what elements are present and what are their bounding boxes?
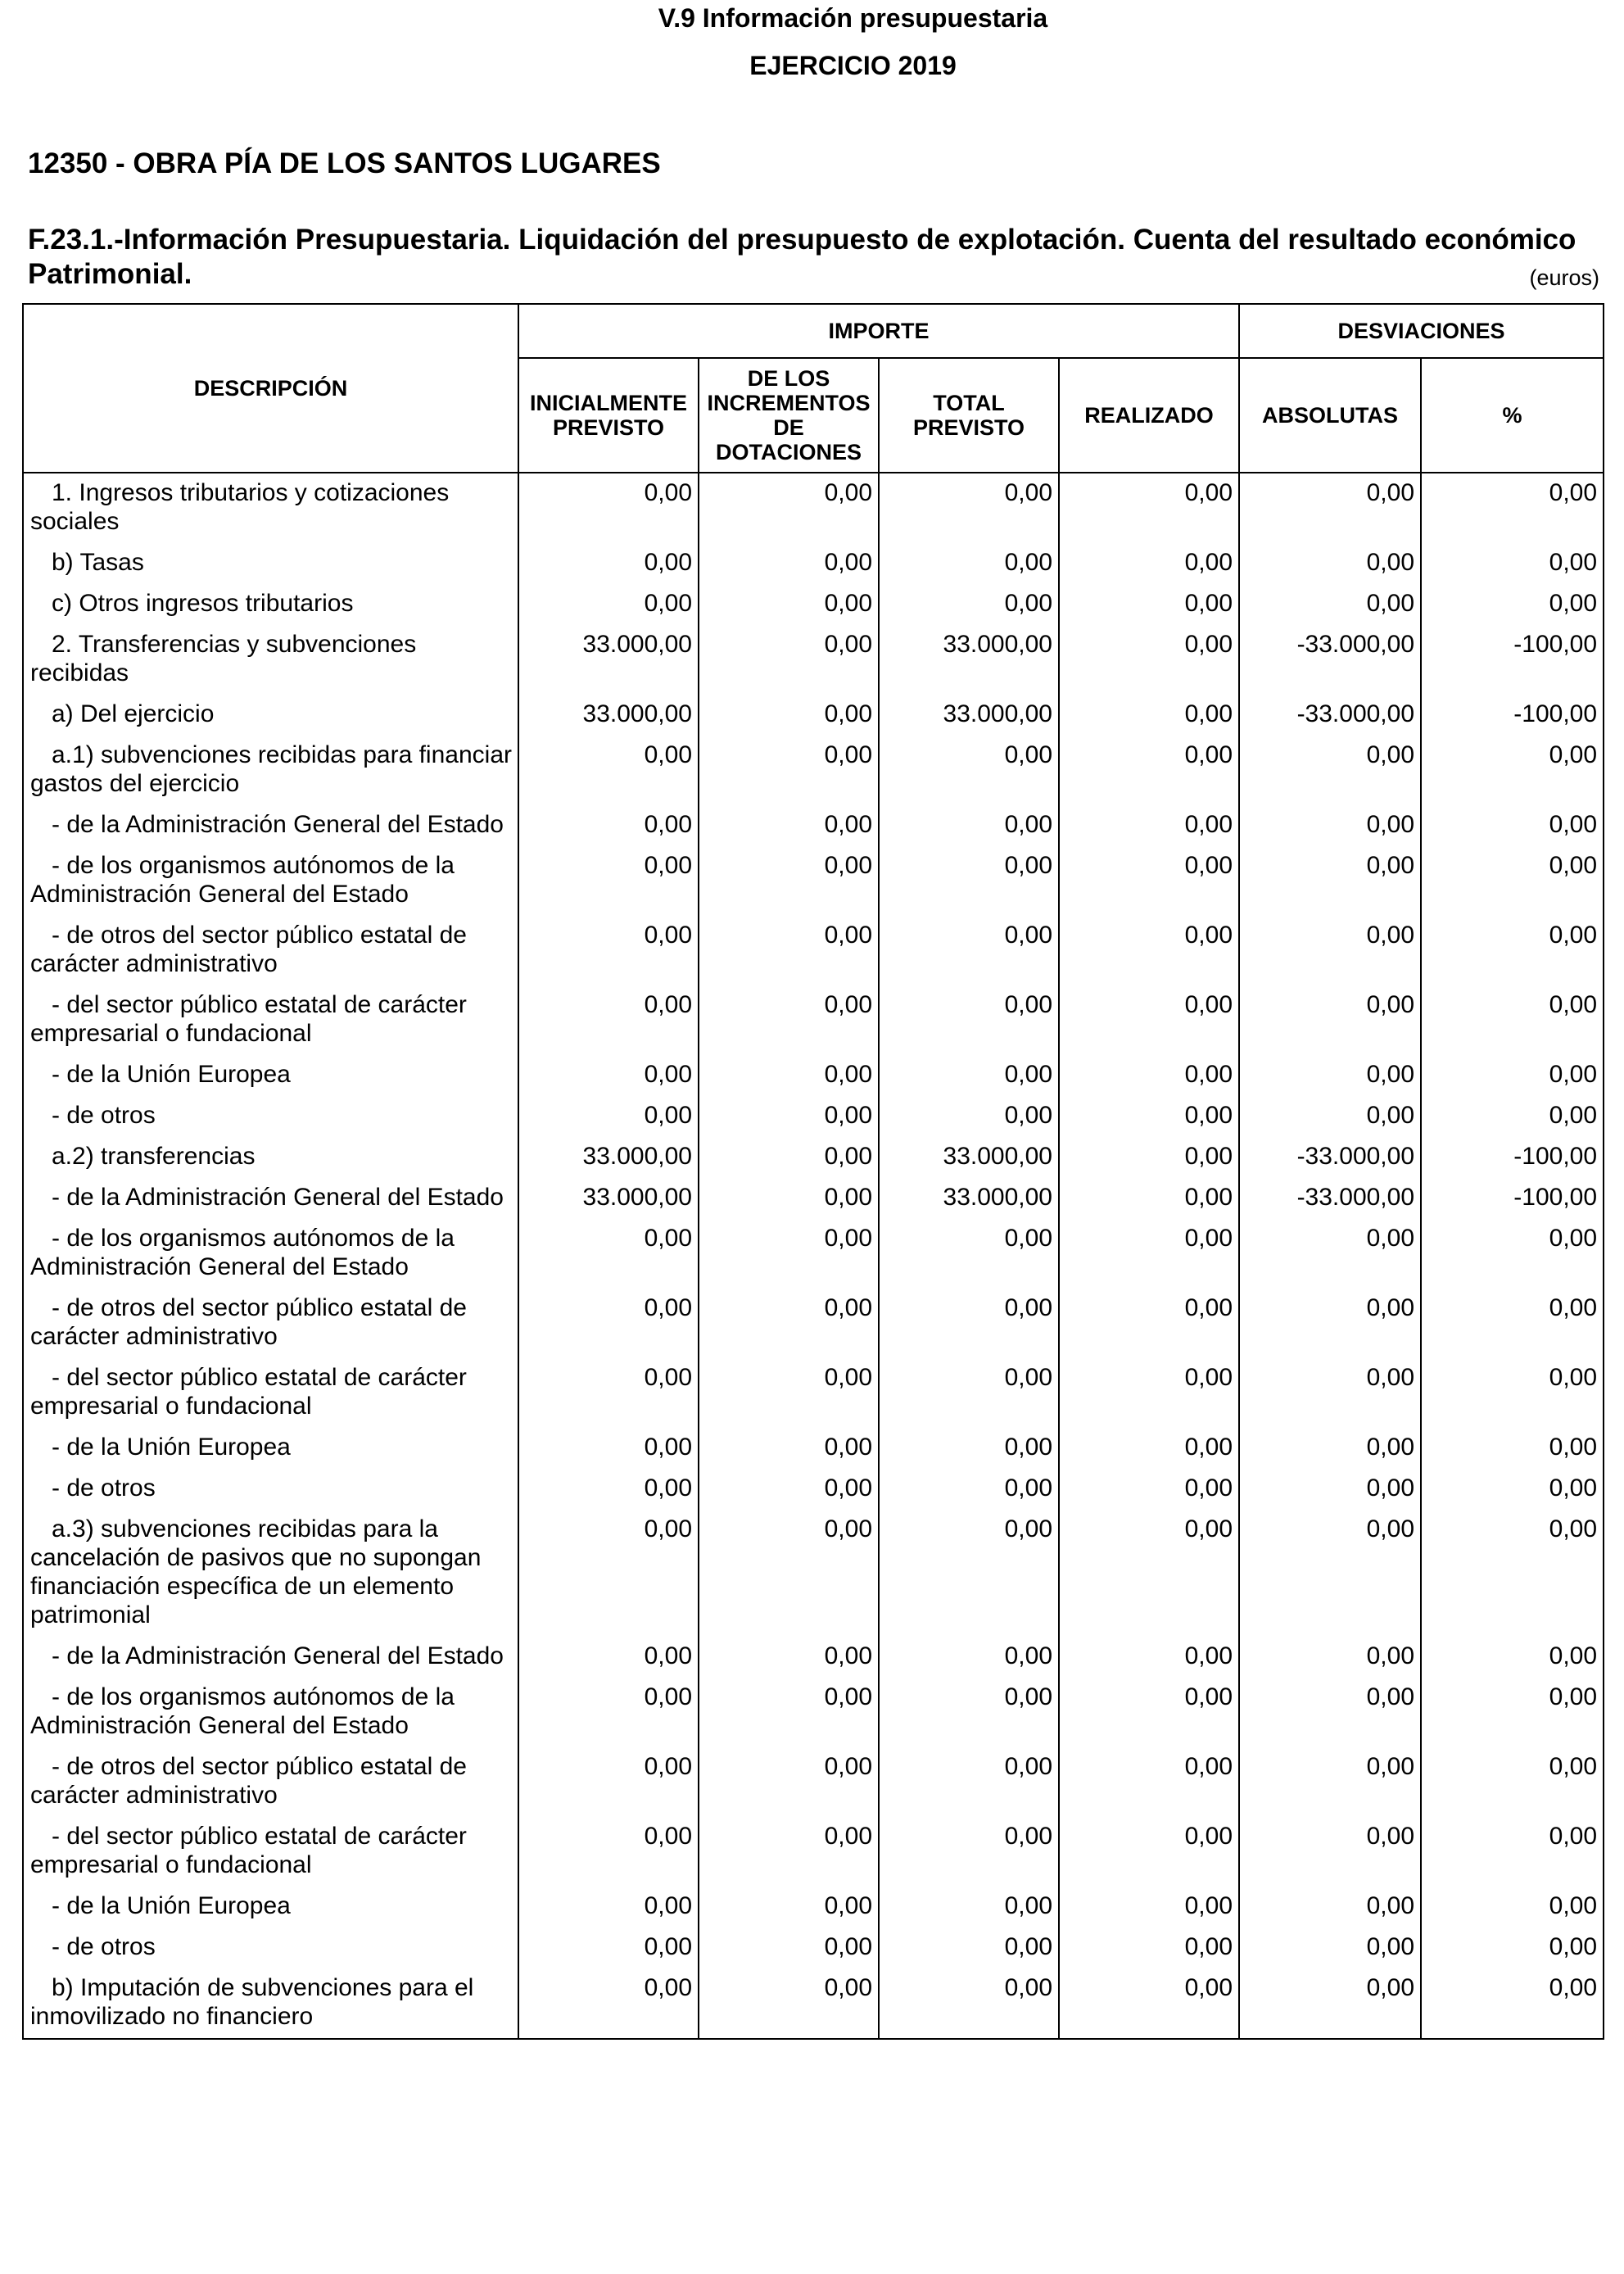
cell-realizado: 0,00 (1059, 1358, 1239, 1428)
cell-incrementos-dotaciones: 0,00 (699, 985, 879, 1055)
row-description (23, 1219, 518, 1289)
cell-incrementos-dotaciones: 0,00 (699, 1678, 879, 1747)
table-row (23, 1055, 1604, 1096)
cell-realizado: 0,00 (1059, 1968, 1239, 2039)
row-description (23, 846, 518, 916)
cell-realizado: 0,00 (1059, 846, 1239, 916)
cell-inicialmente-previsto: 0,00 (518, 473, 699, 543)
cell-desviacion-absoluta: 0,00 (1239, 1358, 1421, 1428)
cell-inicialmente-previsto: 0,00 (518, 1510, 699, 1637)
table-row (23, 1289, 1604, 1358)
row-description-text: - de otros del sector público estatal de carácter administrativo (30, 1294, 467, 1350)
row-description-text: - del sector público estatal de carácter empresarial o fundacional (30, 1823, 467, 1878)
cell-desviacion-absoluta: 0,00 (1239, 916, 1421, 985)
table-row (23, 736, 1604, 805)
col-header-pct: % (1421, 358, 1604, 473)
table-row (23, 1817, 1604, 1887)
cell-desviacion-pct: 0,00 (1421, 1887, 1604, 1927)
table-row (23, 1358, 1604, 1428)
cell-desviacion-pct: 0,00 (1421, 1219, 1604, 1289)
cell-total-previsto: 0,00 (879, 1358, 1059, 1428)
cell-inicialmente-previsto: 0,00 (518, 1747, 699, 1817)
cell-incrementos-dotaciones: 0,00 (699, 1968, 879, 2039)
row-description (23, 1637, 518, 1678)
cell-inicialmente-previsto: 0,00 (518, 985, 699, 1055)
row-description-text: - de otros (52, 1933, 156, 1960)
cell-total-previsto: 33.000,00 (879, 695, 1059, 736)
row-description-text: - de la Administración General del Estado (52, 1184, 504, 1211)
entity-title: 12350 - OBRA PÍA DE LOS SANTOS LUGARES (28, 147, 661, 179)
cell-desviacion-pct: 0,00 (1421, 1096, 1604, 1137)
cell-incrementos-dotaciones: 0,00 (699, 1510, 879, 1637)
cell-desviacion-pct: 0,00 (1421, 846, 1604, 916)
row-description (23, 695, 518, 736)
cell-incrementos-dotaciones: 0,00 (699, 695, 879, 736)
cell-desviacion-absoluta: 0,00 (1239, 1096, 1421, 1137)
cell-desviacion-absoluta: 0,00 (1239, 985, 1421, 1055)
cell-realizado: 0,00 (1059, 916, 1239, 985)
cell-incrementos-dotaciones: 0,00 (699, 543, 879, 584)
cell-total-previsto: 0,00 (879, 1219, 1059, 1289)
cell-desviacion-absoluta: 0,00 (1239, 543, 1421, 584)
cell-total-previsto: 0,00 (879, 1817, 1059, 1887)
cell-inicialmente-previsto: 0,00 (518, 1096, 699, 1137)
table-row (23, 916, 1604, 985)
table-row (23, 1747, 1604, 1817)
row-description (23, 1096, 518, 1137)
row-description (23, 1510, 518, 1637)
row-description (23, 805, 518, 846)
row-description-text: - de los organismos autónomos de la Administración General del Estado (30, 1683, 455, 1739)
cell-realizado: 0,00 (1059, 584, 1239, 625)
cell-total-previsto: 0,00 (879, 805, 1059, 846)
table-row (23, 543, 1604, 584)
cell-desviacion-pct: 0,00 (1421, 1637, 1604, 1678)
cell-total-previsto: 0,00 (879, 1927, 1059, 1968)
row-description (23, 473, 518, 543)
cell-desviacion-absoluta: 0,00 (1239, 1887, 1421, 1927)
group-header-desviaciones: DESVIACIONES (1239, 304, 1604, 358)
cell-incrementos-dotaciones: 0,00 (699, 1637, 879, 1678)
cell-desviacion-absoluta: 0,00 (1239, 1747, 1421, 1817)
cell-inicialmente-previsto: 0,00 (518, 1887, 699, 1927)
table-row (23, 1096, 1604, 1137)
table-row (23, 584, 1604, 625)
cell-desviacion-pct: 0,00 (1421, 1927, 1604, 1968)
row-description (23, 916, 518, 985)
cell-incrementos-dotaciones: 0,00 (699, 584, 879, 625)
row-description-text: c) Otros ingresos tributarios (52, 590, 354, 617)
cell-inicialmente-previsto: 0,00 (518, 1469, 699, 1510)
cell-incrementos-dotaciones: 0,00 (699, 1887, 879, 1927)
cell-incrementos-dotaciones: 0,00 (699, 1747, 879, 1817)
cell-desviacion-pct: 0,00 (1421, 1469, 1604, 1510)
row-description-text: - de la Administración General del Estado (52, 1642, 504, 1669)
cell-desviacion-absoluta: -33.000,00 (1239, 1178, 1421, 1219)
cell-realizado: 0,00 (1059, 543, 1239, 584)
cell-desviacion-pct: 0,00 (1421, 1747, 1604, 1817)
cell-desviacion-absoluta: 0,00 (1239, 1510, 1421, 1637)
cell-incrementos-dotaciones: 0,00 (699, 1358, 879, 1428)
cell-desviacion-absoluta: -33.000,00 (1239, 625, 1421, 695)
table-row (23, 1678, 1604, 1747)
table-row (23, 1428, 1604, 1469)
row-description (23, 1817, 518, 1887)
cell-incrementos-dotaciones: 0,00 (699, 1178, 879, 1219)
row-description-text: - del sector público estatal de carácter empresarial o fundacional (30, 1364, 467, 1420)
row-description-text: - de otros (52, 1102, 156, 1129)
cell-inicialmente-previsto: 0,00 (518, 805, 699, 846)
cell-total-previsto: 33.000,00 (879, 625, 1059, 695)
row-description-text: - de otros del sector público estatal de carácter administrativo (30, 1753, 467, 1809)
row-description-text: - de la Administración General del Estado (52, 811, 504, 838)
row-description-text: b) Tasas (52, 549, 144, 576)
cell-total-previsto: 0,00 (879, 1887, 1059, 1927)
cell-desviacion-pct: 0,00 (1421, 1968, 1604, 2039)
cell-desviacion-pct: 0,00 (1421, 736, 1604, 805)
cell-inicialmente-previsto: 33.000,00 (518, 1178, 699, 1219)
row-description-text: - de los organismos autónomos de la Administración General del Estado (30, 1225, 455, 1280)
cell-desviacion-pct: 0,00 (1421, 1510, 1604, 1637)
cell-desviacion-absoluta: 0,00 (1239, 1219, 1421, 1289)
col-header-realizado: REALIZADO (1059, 358, 1239, 473)
cell-realizado: 0,00 (1059, 1096, 1239, 1137)
cell-desviacion-absoluta: -33.000,00 (1239, 695, 1421, 736)
cell-total-previsto: 0,00 (879, 1428, 1059, 1469)
row-description (23, 1358, 518, 1428)
row-description-text: a.3) subvenciones recibidas para la cancelación de pasivos que no supongan financiación específica de un elemento patrimonial (30, 1515, 482, 1628)
table-row (23, 1887, 1604, 1927)
cell-desviacion-pct: -100,00 (1421, 625, 1604, 695)
cell-incrementos-dotaciones: 0,00 (699, 625, 879, 695)
table-row (23, 1510, 1604, 1637)
cell-desviacion-absoluta: 0,00 (1239, 1055, 1421, 1096)
cell-realizado: 0,00 (1059, 1747, 1239, 1817)
cell-desviacion-absoluta: 0,00 (1239, 805, 1421, 846)
table-row (23, 1469, 1604, 1510)
row-description (23, 1678, 518, 1747)
cell-realizado: 0,00 (1059, 1510, 1239, 1637)
cell-desviacion-absoluta: 0,00 (1239, 1678, 1421, 1747)
cell-incrementos-dotaciones: 0,00 (699, 1289, 879, 1358)
cell-total-previsto: 0,00 (879, 1637, 1059, 1678)
cell-inicialmente-previsto: 0,00 (518, 916, 699, 985)
cell-total-previsto: 0,00 (879, 916, 1059, 985)
cell-desviacion-absoluta: 0,00 (1239, 1469, 1421, 1510)
cell-realizado: 0,00 (1059, 805, 1239, 846)
cell-total-previsto: 0,00 (879, 473, 1059, 543)
row-description (23, 1968, 518, 2039)
row-description (23, 1137, 518, 1178)
row-description (23, 1927, 518, 1968)
cell-inicialmente-previsto: 0,00 (518, 543, 699, 584)
table-row (23, 1178, 1604, 1219)
table-row (23, 985, 1604, 1055)
cell-desviacion-pct: 0,00 (1421, 1817, 1604, 1887)
cell-realizado: 0,00 (1059, 473, 1239, 543)
cell-realizado: 0,00 (1059, 625, 1239, 695)
col-header-incrementos: DE LOS INCREMENTOS DE DOTACIONES (699, 358, 879, 473)
cell-inicialmente-previsto: 0,00 (518, 1055, 699, 1096)
cell-desviacion-absoluta: -33.000,00 (1239, 1137, 1421, 1178)
cell-desviacion-pct: 0,00 (1421, 1678, 1604, 1747)
cell-desviacion-pct: 0,00 (1421, 1055, 1604, 1096)
cell-inicialmente-previsto: 0,00 (518, 1927, 699, 1968)
row-description (23, 985, 518, 1055)
table-row (23, 846, 1604, 916)
section-title: V.9 Información presupuestaria (658, 3, 1048, 33)
row-description (23, 1289, 518, 1358)
cell-desviacion-pct: -100,00 (1421, 1178, 1604, 1219)
group-header-importe: IMPORTE (518, 304, 1239, 358)
cell-inicialmente-previsto: 0,00 (518, 1219, 699, 1289)
row-description (23, 584, 518, 625)
row-description-text: - de otros (52, 1474, 156, 1502)
cell-total-previsto: 0,00 (879, 846, 1059, 916)
cell-incrementos-dotaciones: 0,00 (699, 1428, 879, 1469)
row-description-text: a) Del ejercicio (52, 700, 215, 727)
row-description-text: 1. Ingresos tributarios y cotizaciones sociales (30, 479, 450, 535)
cell-incrementos-dotaciones: 0,00 (699, 846, 879, 916)
cell-desviacion-absoluta: 0,00 (1239, 846, 1421, 916)
cell-incrementos-dotaciones: 0,00 (699, 916, 879, 985)
row-description-text: - de otros del sector público estatal de carácter administrativo (30, 922, 467, 977)
cell-incrementos-dotaciones: 0,00 (699, 1055, 879, 1096)
row-description-text: 2. Transferencias y subvenciones recibidas (30, 631, 417, 686)
table-row (23, 695, 1604, 736)
cell-inicialmente-previsto: 0,00 (518, 736, 699, 805)
row-description-text: - de los organismos autónomos de la Administración General del Estado (30, 852, 455, 908)
col-header-inicialmente: INICIALMENTE PREVISTO (518, 358, 699, 473)
cell-incrementos-dotaciones: 0,00 (699, 1137, 879, 1178)
cell-inicialmente-previsto: 0,00 (518, 1678, 699, 1747)
table-row (23, 1637, 1604, 1678)
cell-incrementos-dotaciones: 0,00 (699, 805, 879, 846)
cell-total-previsto: 0,00 (879, 543, 1059, 584)
cell-inicialmente-previsto: 33.000,00 (518, 695, 699, 736)
cell-desviacion-pct: 0,00 (1421, 1428, 1604, 1469)
cell-desviacion-pct: 0,00 (1421, 473, 1604, 543)
cell-inicialmente-previsto: 0,00 (518, 1968, 699, 2039)
cell-realizado: 0,00 (1059, 1927, 1239, 1968)
cell-inicialmente-previsto: 33.000,00 (518, 625, 699, 695)
cell-realizado: 0,00 (1059, 1469, 1239, 1510)
cell-total-previsto: 0,00 (879, 1510, 1059, 1637)
col-header-absolutas: ABSOLUTAS (1239, 358, 1421, 473)
cell-desviacion-pct: -100,00 (1421, 695, 1604, 736)
cell-total-previsto: 0,00 (879, 985, 1059, 1055)
row-description-text: b) Imputación de subvenciones para el inmovilizado no financiero (30, 1974, 474, 2030)
row-description (23, 1178, 518, 1219)
cell-desviacion-absoluta: 0,00 (1239, 1289, 1421, 1358)
cell-inicialmente-previsto: 0,00 (518, 1817, 699, 1887)
cell-desviacion-absoluta: 0,00 (1239, 473, 1421, 543)
cell-realizado: 0,00 (1059, 1289, 1239, 1358)
table-row (23, 1927, 1604, 1968)
row-description (23, 1055, 518, 1096)
col-header-total: TOTAL PREVISTO (879, 358, 1059, 473)
row-description-text: - del sector público estatal de carácter empresarial o fundacional (30, 991, 467, 1047)
row-description-text: - de la Unión Europea (52, 1434, 291, 1461)
row-description-text: a.2) transferencias (52, 1143, 256, 1170)
cell-desviacion-pct: -100,00 (1421, 1137, 1604, 1178)
table-row (23, 1219, 1604, 1289)
units-label: (euros) (1529, 265, 1599, 290)
cell-inicialmente-previsto: 0,00 (518, 584, 699, 625)
table-row (23, 1968, 1604, 2039)
cell-incrementos-dotaciones: 0,00 (699, 1096, 879, 1137)
row-description (23, 1747, 518, 1817)
row-description (23, 1887, 518, 1927)
cell-desviacion-absoluta: 0,00 (1239, 1428, 1421, 1469)
row-description (23, 1428, 518, 1469)
cell-desviacion-absoluta: 0,00 (1239, 1637, 1421, 1678)
cell-realizado: 0,00 (1059, 1055, 1239, 1096)
cell-incrementos-dotaciones: 0,00 (699, 1469, 879, 1510)
cell-realizado: 0,00 (1059, 1887, 1239, 1927)
cell-incrementos-dotaciones: 0,00 (699, 1927, 879, 1968)
cell-total-previsto: 0,00 (879, 1096, 1059, 1137)
cell-desviacion-pct: 0,00 (1421, 584, 1604, 625)
cell-realizado: 0,00 (1059, 1428, 1239, 1469)
fiscal-year: EJERCICIO 2019 (749, 51, 957, 80)
table-row (23, 1137, 1604, 1178)
cell-incrementos-dotaciones: 0,00 (699, 473, 879, 543)
cell-total-previsto: 0,00 (879, 736, 1059, 805)
row-description (23, 543, 518, 584)
cell-realizado: 0,00 (1059, 1137, 1239, 1178)
cell-incrementos-dotaciones: 0,00 (699, 1219, 879, 1289)
cell-total-previsto: 0,00 (879, 1968, 1059, 2039)
row-description (23, 625, 518, 695)
cell-incrementos-dotaciones: 0,00 (699, 736, 879, 805)
cell-desviacion-absoluta: 0,00 (1239, 584, 1421, 625)
table-row (23, 805, 1604, 846)
cell-realizado: 0,00 (1059, 1219, 1239, 1289)
cell-realizado: 0,00 (1059, 985, 1239, 1055)
cell-desviacion-pct: 0,00 (1421, 543, 1604, 584)
cell-total-previsto: 0,00 (879, 1469, 1059, 1510)
cell-desviacion-absoluta: 0,00 (1239, 1927, 1421, 1968)
cell-inicialmente-previsto: 0,00 (518, 1289, 699, 1358)
cell-desviacion-pct: 0,00 (1421, 916, 1604, 985)
cell-total-previsto: 0,00 (879, 1678, 1059, 1747)
table-row (23, 473, 1604, 543)
table-row (23, 625, 1604, 695)
cell-inicialmente-previsto: 0,00 (518, 1358, 699, 1428)
cell-total-previsto: 33.000,00 (879, 1178, 1059, 1219)
cell-incrementos-dotaciones: 0,00 (699, 1817, 879, 1887)
cell-inicialmente-previsto: 33.000,00 (518, 1137, 699, 1178)
cell-desviacion-pct: 0,00 (1421, 805, 1604, 846)
cell-realizado: 0,00 (1059, 736, 1239, 805)
cell-desviacion-pct: 0,00 (1421, 1289, 1604, 1358)
cell-realizado: 0,00 (1059, 695, 1239, 736)
row-description (23, 1469, 518, 1510)
cell-total-previsto: 0,00 (879, 1747, 1059, 1817)
cell-realizado: 0,00 (1059, 1178, 1239, 1219)
form-title: F.23.1.-Información Presupuestaria. Liquidación del presupuesto de explotación. Cuenta del resultado económico Patrimonial. (28, 224, 1577, 290)
row-description-text: - de la Unión Europea (52, 1892, 291, 1919)
cell-total-previsto: 33.000,00 (879, 1137, 1059, 1178)
row-description-text: - de la Unión Europea (52, 1061, 291, 1088)
row-description (23, 736, 518, 805)
cell-inicialmente-previsto: 0,00 (518, 1637, 699, 1678)
cell-total-previsto: 0,00 (879, 1055, 1059, 1096)
cell-total-previsto: 0,00 (879, 1289, 1059, 1358)
cell-realizado: 0,00 (1059, 1678, 1239, 1747)
cell-realizado: 0,00 (1059, 1637, 1239, 1678)
cell-desviacion-absoluta: 0,00 (1239, 736, 1421, 805)
cell-desviacion-absoluta: 0,00 (1239, 1968, 1421, 2039)
table-body (23, 473, 1604, 2039)
cell-inicialmente-previsto: 0,00 (518, 1428, 699, 1469)
col-header-descripcion: DESCRIPCIÓN (23, 304, 518, 473)
cell-desviacion-absoluta: 0,00 (1239, 1817, 1421, 1887)
cell-desviacion-pct: 0,00 (1421, 985, 1604, 1055)
cell-inicialmente-previsto: 0,00 (518, 846, 699, 916)
budget-table (22, 303, 1604, 2040)
cell-desviacion-pct: 0,00 (1421, 1358, 1604, 1428)
cell-realizado: 0,00 (1059, 1817, 1239, 1887)
cell-total-previsto: 0,00 (879, 584, 1059, 625)
row-description-text: a.1) subvenciones recibidas para financiar gastos del ejercicio (30, 741, 512, 797)
